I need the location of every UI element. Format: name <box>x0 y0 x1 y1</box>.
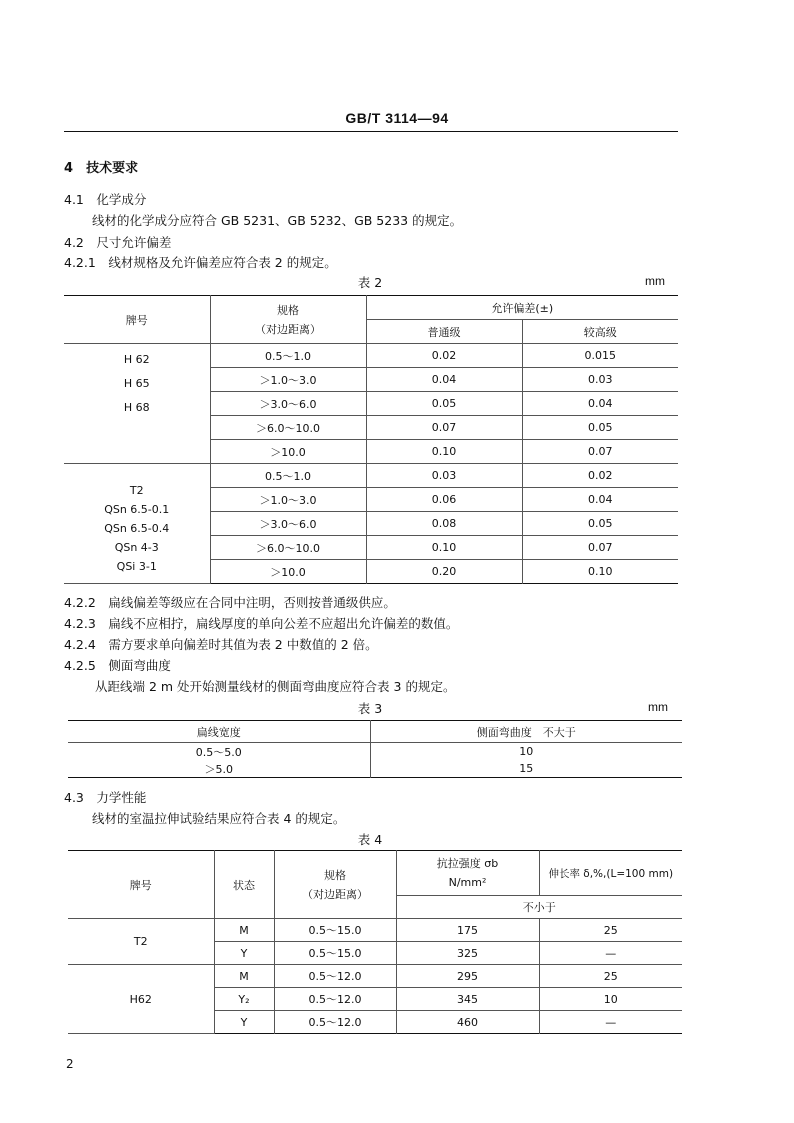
spec-cell: 0.5～15.0 <box>274 919 396 942</box>
header-strength-title: 抗拉强度 σb <box>436 857 499 870</box>
grade-group-2 <box>64 464 210 584</box>
table-3-caption: 表 3 <box>357 701 383 716</box>
section-text: 线材规格及允许偏差应符合表 2 的规定。 <box>108 255 337 270</box>
grade-label: QSn 4-3 <box>114 541 159 554</box>
normal-cell: 0.02 <box>366 344 522 368</box>
section-4-2-2 <box>64 593 396 611</box>
normal-cell: 0.04 <box>366 368 522 392</box>
bend-cell: 10 <box>370 743 682 761</box>
section-4-1-heading <box>64 190 146 208</box>
elongation-cell: 25 <box>539 965 682 988</box>
spec-cell: 0.5～12.0 <box>274 1011 396 1034</box>
grade-label: H 68 <box>123 401 150 414</box>
grade-cell: T2 <box>68 919 214 965</box>
header-spec-sub: （对边距离） <box>302 887 368 901</box>
grade-label: QSn 6.5-0.1 <box>104 503 170 516</box>
high-cell: 0.03 <box>522 368 678 392</box>
spec-cell: ＞3.0～6.0 <box>210 512 366 536</box>
normal-cell: 0.10 <box>366 536 522 560</box>
grade-label: QSi 3-1 <box>116 560 157 573</box>
header-spec <box>210 296 366 344</box>
header-bend: 侧面弯曲度 不大于 <box>370 721 682 743</box>
normal-cell: 0.06 <box>366 488 522 512</box>
elongation-cell: — <box>539 1011 682 1034</box>
width-cell: ＞5.0 <box>204 762 233 776</box>
section-title: 技术要求 <box>86 161 139 176</box>
section-number: 4.1 <box>64 192 84 207</box>
section-4-2-4 <box>64 635 378 653</box>
header-high: 较高级 <box>522 320 678 344</box>
table-2-caption: 表 2 <box>357 275 383 290</box>
strength-cell: 325 <box>396 942 539 965</box>
high-cell: 0.05 <box>522 512 678 536</box>
table-4 <box>68 850 682 1034</box>
section-number: 4.2.4 <box>64 637 96 652</box>
width-cell: 0.5～5.0 <box>195 745 242 759</box>
section-4-2-5-text: 从距线端 2 m 处开始测量线材的侧面弯曲度应符合表 3 的规定。 <box>95 679 456 694</box>
normal-cell: 0.07 <box>366 416 522 440</box>
section-title: 尺寸允许偏差 <box>96 235 172 250</box>
section-number: 4.2.1 <box>64 255 96 270</box>
section-number: 4.2 <box>64 235 84 250</box>
spec-cell: ＞6.0～10.0 <box>210 416 366 440</box>
header-state: 状态 <box>214 851 274 919</box>
table-4-caption: 表 4 <box>357 832 383 847</box>
header-spec <box>274 851 396 919</box>
grade-label: T2 <box>129 484 144 497</box>
normal-cell: 0.20 <box>366 560 522 584</box>
table-3-unit: mm <box>648 700 668 714</box>
high-cell: 0.04 <box>522 488 678 512</box>
section-4-1-text: 线材的化学成分应符合 GB 5231、GB 5232、GB 5233 的规定。 <box>92 213 463 228</box>
spec-cell: ＞10.0 <box>210 440 366 464</box>
spec-cell: 0.5～15.0 <box>274 942 396 965</box>
grade-label: H 65 <box>123 377 150 390</box>
high-cell: 0.015 <box>522 344 678 368</box>
high-cell: 0.07 <box>522 536 678 560</box>
section-number: 4.2.2 <box>64 595 96 610</box>
section-number: 4.3 <box>64 790 84 805</box>
header-strength <box>396 851 539 896</box>
high-cell: 0.02 <box>522 464 678 488</box>
header-strength-unit: N/mm² <box>448 876 487 889</box>
strength-cell: 345 <box>396 988 539 1011</box>
page-header-standard-code: GB/T 3114—94 <box>345 110 449 126</box>
section-number: 4.2.5 <box>64 658 96 673</box>
header-normal: 普通级 <box>366 320 522 344</box>
header-spec-title: 规格 <box>324 868 346 882</box>
elongation-cell: 10 <box>539 988 682 1011</box>
section-4-2-heading <box>64 233 171 251</box>
section-number: 4 <box>64 161 74 176</box>
spec-cell: ＞10.0 <box>210 560 366 584</box>
header-min: 不小于 <box>396 896 682 919</box>
elongation-cell: 25 <box>539 919 682 942</box>
header-grade: 牌号 <box>64 296 210 344</box>
spec-cell: 0.5～1.0 <box>210 344 366 368</box>
normal-cell: 0.10 <box>366 440 522 464</box>
section-number: 4.2.3 <box>64 616 96 631</box>
section-text: 扁线不应相拧，扁线厚度的单向公差不应超出允许偏差的数值。 <box>108 616 459 631</box>
section-4-3-text: 线材的室温拉伸试验结果应符合表 4 的规定。 <box>92 811 346 826</box>
spec-cell: ＞1.0～3.0 <box>210 368 366 392</box>
spec-cell: ＞3.0～6.0 <box>210 392 366 416</box>
high-cell: 0.04 <box>522 392 678 416</box>
state-cell: M <box>214 919 274 942</box>
elongation-cell: — <box>539 942 682 965</box>
spec-cell: 0.5～12.0 <box>274 988 396 1011</box>
normal-cell: 0.05 <box>366 392 522 416</box>
strength-cell: 295 <box>396 965 539 988</box>
header-spec-sub: （对边距离） <box>255 322 321 336</box>
strength-cell: 175 <box>396 919 539 942</box>
table-3 <box>68 720 682 778</box>
page-number: 2 <box>66 1057 74 1071</box>
header-spec-title: 规格 <box>277 303 299 317</box>
table-2 <box>64 295 678 584</box>
section-4-3-heading <box>64 788 146 806</box>
section-text: 需方要求单向偏差时其值为表 2 中数值的 2 倍。 <box>108 637 378 652</box>
strength-cell: 460 <box>396 1011 539 1034</box>
high-cell: 0.05 <box>522 416 678 440</box>
normal-cell: 0.08 <box>366 512 522 536</box>
section-text: 扁线偏差等级应在合同中注明，否则按普通级供应。 <box>108 595 396 610</box>
high-cell: 0.10 <box>522 560 678 584</box>
header-tolerance: 允许偏差(±) <box>366 296 678 320</box>
grade-cell: H62 <box>68 965 214 1034</box>
section-4-2-3 <box>64 614 458 632</box>
normal-cell: 0.03 <box>366 464 522 488</box>
header-width: 扁线宽度 <box>68 721 370 743</box>
state-cell: Y <box>214 1011 274 1034</box>
grade-label: H 62 <box>123 353 150 366</box>
grade-label: QSn 6.5-0.4 <box>104 522 170 535</box>
section-4-heading <box>64 157 138 176</box>
table-2-unit: mm <box>645 274 665 288</box>
section-title: 力学性能 <box>96 790 147 805</box>
section-4-2-1 <box>64 253 337 271</box>
spec-cell: ＞6.0～10.0 <box>210 536 366 560</box>
header-rule <box>64 131 678 132</box>
section-title: 侧面弯曲度 <box>108 658 171 673</box>
bend-cell: 15 <box>370 760 682 778</box>
section-4-2-5-heading <box>64 656 171 674</box>
high-cell: 0.07 <box>522 440 678 464</box>
section-title: 化学成分 <box>96 192 147 207</box>
spec-cell: 0.5～1.0 <box>210 464 366 488</box>
spec-cell: ＞1.0～3.0 <box>210 488 366 512</box>
spec-cell: 0.5～12.0 <box>274 965 396 988</box>
grade-group-1 <box>64 344 210 464</box>
state-cell: M <box>214 965 274 988</box>
state-cell: Y₂ <box>214 988 274 1011</box>
header-elongation: 伸长率 δ,%,(L=100 mm) <box>539 851 682 896</box>
state-cell: Y <box>214 942 274 965</box>
header-grade: 牌号 <box>68 851 214 919</box>
